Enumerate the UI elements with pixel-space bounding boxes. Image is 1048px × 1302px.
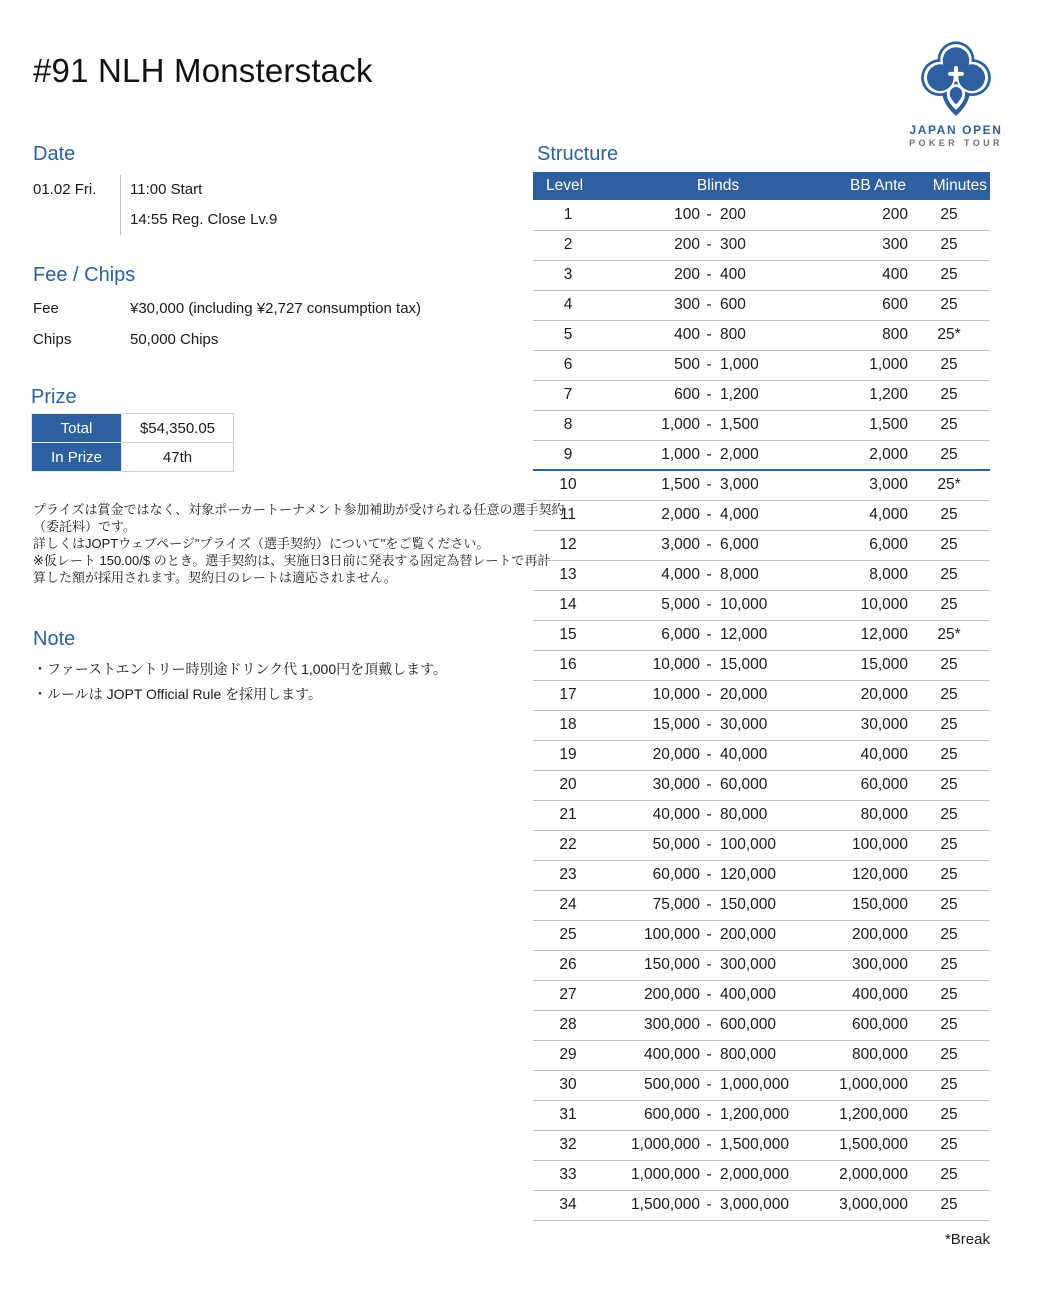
structure-level-row: [533, 590, 990, 620]
structure-level-row: [533, 1130, 990, 1160]
blinds-dash: -: [700, 560, 718, 590]
minutes-cell: 25: [908, 380, 990, 410]
fee-chips-row: [33, 324, 503, 355]
blinds-dash: -: [700, 950, 718, 980]
blinds-dash: -: [700, 770, 718, 800]
bb-ante-cell: 200,000: [833, 920, 908, 950]
big-blind-cell: 800,000: [718, 1040, 833, 1070]
minutes-cell: 25: [908, 740, 990, 770]
event-date: 01.02 Fri.: [33, 181, 97, 198]
prize-heading: Prize: [31, 386, 77, 408]
big-blind-cell: 300: [718, 230, 833, 260]
structure-level-row: [533, 740, 990, 770]
bb-ante-cell: 300: [833, 230, 908, 260]
level-cell: 32: [533, 1130, 603, 1160]
big-blind-cell: 1,500: [718, 410, 833, 440]
structure-level-row: [533, 800, 990, 830]
small-blind-cell: 3,000: [603, 530, 700, 560]
level-cell: 6: [533, 350, 603, 380]
level-cell: 20: [533, 770, 603, 800]
prize-table: [31, 413, 234, 472]
structure-table-body: [533, 200, 990, 1220]
break-note: *Break: [944, 1231, 990, 1248]
level-cell: 18: [533, 710, 603, 740]
small-blind-cell: 10,000: [603, 650, 700, 680]
structure-level-row: [533, 1160, 990, 1190]
prize-disclaimer-line: 算した額が採用されます。契約日のレートは適応されません。: [33, 570, 397, 585]
fee-chips-label: Fee: [33, 300, 59, 317]
fee-chips-heading: Fee / Chips: [33, 264, 136, 286]
small-blind-cell: 6,000: [603, 620, 700, 650]
structure-level-row: [533, 680, 990, 710]
bb-ante-cell: 40,000: [833, 740, 908, 770]
logo-text-japan-open: JAPAN OPEN: [909, 123, 1003, 137]
small-blind-cell: 100: [603, 200, 700, 230]
small-blind-cell: 40,000: [603, 800, 700, 830]
structure-level-row: [533, 470, 990, 500]
bb-ante-cell: 3,000: [833, 470, 908, 500]
bb-ante-cell: 8,000: [833, 560, 908, 590]
small-blind-cell: 500,000: [603, 1070, 700, 1100]
blinds-dash: -: [700, 710, 718, 740]
bb-ante-cell: 1,500,000: [833, 1130, 908, 1160]
bb-ante-cell: 300,000: [833, 950, 908, 980]
jopt-logo: [897, 38, 1015, 148]
level-cell: 14: [533, 590, 603, 620]
big-blind-cell: 150,000: [718, 890, 833, 920]
structure-level-row: [533, 650, 990, 680]
note-heading: Note: [33, 628, 76, 650]
bb-ante-cell: 80,000: [833, 800, 908, 830]
minutes-cell: 25: [908, 800, 990, 830]
structure-level-row: [533, 980, 990, 1010]
big-blind-cell: 8,000: [718, 560, 833, 590]
level-cell: 25: [533, 920, 603, 950]
structure-level-row: [533, 830, 990, 860]
big-blind-cell: 1,000,000: [718, 1070, 833, 1100]
big-blind-cell: 800: [718, 320, 833, 350]
level-cell: 31: [533, 1100, 603, 1130]
big-blind-cell: 20,000: [718, 680, 833, 710]
level-cell: 23: [533, 860, 603, 890]
column-header-blinds: Blinds: [603, 172, 833, 200]
small-blind-cell: 30,000: [603, 770, 700, 800]
blinds-dash: -: [700, 260, 718, 290]
minutes-cell: 25: [908, 560, 990, 590]
structure-level-row: [533, 350, 990, 380]
small-blind-cell: 2,000: [603, 500, 700, 530]
minutes-cell: 25: [908, 1040, 990, 1070]
small-blind-cell: 1,000: [603, 440, 700, 470]
structure-heading: Structure: [537, 143, 619, 165]
minutes-cell: 25: [908, 530, 990, 560]
structure-level-row: [533, 920, 990, 950]
level-cell: 11: [533, 500, 603, 530]
prize-section: [31, 385, 234, 472]
level-cell: 26: [533, 950, 603, 980]
small-blind-cell: 300,000: [603, 1010, 700, 1040]
blinds-dash: -: [700, 1100, 718, 1130]
structure-level-row: [533, 200, 990, 230]
small-blind-cell: 5,000: [603, 590, 700, 620]
structure-level-row: [533, 500, 990, 530]
minutes-cell: 25: [908, 890, 990, 920]
minutes-cell: 25: [908, 770, 990, 800]
structure-level-row: [533, 410, 990, 440]
big-blind-cell: 80,000: [718, 800, 833, 830]
level-cell: 3: [533, 260, 603, 290]
big-blind-cell: 10,000: [718, 590, 833, 620]
level-cell: 27: [533, 980, 603, 1010]
small-blind-cell: 4,000: [603, 560, 700, 590]
level-cell: 19: [533, 740, 603, 770]
fee-chips-value: 50,000 Chips: [130, 331, 219, 348]
blinds-dash: -: [700, 620, 718, 650]
structure-level-row: [533, 1190, 990, 1220]
bb-ante-cell: 200: [833, 200, 908, 230]
blinds-dash: -: [700, 440, 718, 470]
small-blind-cell: 200: [603, 260, 700, 290]
bb-ante-cell: 30,000: [833, 710, 908, 740]
big-blind-cell: 2,000,000: [718, 1160, 833, 1190]
structure-level-row: [533, 290, 990, 320]
small-blind-cell: 50,000: [603, 830, 700, 860]
blinds-dash: -: [700, 860, 718, 890]
bb-ante-cell: 600,000: [833, 1010, 908, 1040]
minutes-cell: 25: [908, 1160, 990, 1190]
big-blind-cell: 6,000: [718, 530, 833, 560]
big-blind-cell: 120,000: [718, 860, 833, 890]
blinds-dash: -: [700, 920, 718, 950]
fee-chips-row: [33, 293, 503, 324]
bb-ante-cell: 2,000: [833, 440, 908, 470]
structure-level-row: [533, 1040, 990, 1070]
bb-ante-cell: 20,000: [833, 680, 908, 710]
level-cell: 12: [533, 530, 603, 560]
structure-level-row: [533, 1010, 990, 1040]
minutes-cell: 25: [908, 1010, 990, 1040]
small-blind-cell: 100,000: [603, 920, 700, 950]
prize-row-label: In Prize: [32, 443, 122, 472]
big-blind-cell: 400,000: [718, 980, 833, 1010]
minutes-cell: 25: [908, 200, 990, 230]
big-blind-cell: 600,000: [718, 1010, 833, 1040]
small-blind-cell: 75,000: [603, 890, 700, 920]
small-blind-cell: 400,000: [603, 1040, 700, 1070]
bb-ante-cell: 400: [833, 260, 908, 290]
blinds-dash: -: [700, 680, 718, 710]
date-time-line: 14:55 Reg. Close Lv.9: [130, 211, 278, 228]
structure-level-row: [533, 320, 990, 350]
blinds-dash: -: [700, 1040, 718, 1070]
structure-level-row: [533, 230, 990, 260]
bb-ante-cell: 4,000: [833, 500, 908, 530]
blinds-dash: -: [700, 830, 718, 860]
bb-ante-cell: 2,000,000: [833, 1160, 908, 1190]
prize-row-value: $54,350.05: [122, 414, 234, 443]
level-cell: 22: [533, 830, 603, 860]
bb-ante-cell: 3,000,000: [833, 1190, 908, 1220]
blinds-dash: -: [700, 290, 718, 320]
minutes-cell: 25: [908, 710, 990, 740]
minutes-cell: 25: [908, 680, 990, 710]
note-line: ・ファーストエントリー時別途ドリンク代 1,000円を頂戴します。: [33, 661, 447, 677]
structure-level-row: [533, 440, 990, 470]
structure-level-row: [533, 620, 990, 650]
structure-level-row: [533, 1070, 990, 1100]
minutes-cell: 25: [908, 500, 990, 530]
structure-level-row: [533, 380, 990, 410]
big-blind-cell: 600: [718, 290, 833, 320]
structure-level-row: [533, 770, 990, 800]
minutes-cell: 25*: [908, 620, 990, 650]
small-blind-cell: 1,000,000: [603, 1160, 700, 1190]
blinds-dash: -: [700, 320, 718, 350]
bb-ante-cell: 100,000: [833, 830, 908, 860]
level-cell: 30: [533, 1070, 603, 1100]
small-blind-cell: 600: [603, 380, 700, 410]
bb-ante-cell: 12,000: [833, 620, 908, 650]
blinds-dash: -: [700, 980, 718, 1010]
minutes-cell: 25: [908, 920, 990, 950]
small-blind-cell: 1,000,000: [603, 1130, 700, 1160]
note-line: ・ルールは JOPT Official Rule を採用します。: [33, 686, 323, 702]
structure-level-row: [533, 560, 990, 590]
big-blind-cell: 1,000: [718, 350, 833, 380]
level-cell: 16: [533, 650, 603, 680]
big-blind-cell: 300,000: [718, 950, 833, 980]
prize-disclaimer-line: プライズは賞金ではなく、対象ポーカートーナメント参加補助が受けられる任意の選手契約: [33, 502, 565, 517]
bb-ante-cell: 600: [833, 290, 908, 320]
date-times: [120, 175, 277, 235]
level-cell: 17: [533, 680, 603, 710]
big-blind-cell: 4,000: [718, 500, 833, 530]
date-section: [33, 142, 503, 235]
bb-ante-cell: 800: [833, 320, 908, 350]
blinds-dash: -: [700, 740, 718, 770]
big-blind-cell: 200,000: [718, 920, 833, 950]
small-blind-cell: 500: [603, 350, 700, 380]
bb-ante-cell: 1,500: [833, 410, 908, 440]
level-cell: 24: [533, 890, 603, 920]
blinds-dash: -: [700, 410, 718, 440]
page-title: #91 NLH Monsterstack: [33, 52, 373, 89]
small-blind-cell: 400: [603, 320, 700, 350]
small-blind-cell: 1,500,000: [603, 1190, 700, 1220]
fee-chips-section: [33, 263, 503, 355]
structure-level-row: [533, 260, 990, 290]
prize-row: [32, 443, 234, 472]
blinds-dash: -: [700, 470, 718, 500]
level-cell: 4: [533, 290, 603, 320]
column-header-level: Level: [533, 172, 603, 200]
level-cell: 21: [533, 800, 603, 830]
blinds-dash: -: [700, 380, 718, 410]
bb-ante-cell: 400,000: [833, 980, 908, 1010]
prize-disclaimer-line: ※仮レート 150.00/$ のとき。選手契約は、実施日3日前に発表する固定為替レートで再計: [33, 553, 551, 568]
level-cell: 2: [533, 230, 603, 260]
minutes-cell: 25: [908, 410, 990, 440]
small-blind-cell: 300: [603, 290, 700, 320]
small-blind-cell: 60,000: [603, 860, 700, 890]
small-blind-cell: 15,000: [603, 710, 700, 740]
minutes-cell: 25*: [908, 320, 990, 350]
bb-ante-cell: 150,000: [833, 890, 908, 920]
structure-table: [533, 172, 990, 1221]
minutes-cell: 25: [908, 650, 990, 680]
small-blind-cell: 600,000: [603, 1100, 700, 1130]
big-blind-cell: 30,000: [718, 710, 833, 740]
minutes-cell: 25: [908, 830, 990, 860]
blinds-dash: -: [700, 1160, 718, 1190]
level-cell: 13: [533, 560, 603, 590]
bb-ante-cell: 1,200: [833, 380, 908, 410]
level-cell: 34: [533, 1190, 603, 1220]
blinds-dash: -: [700, 530, 718, 560]
small-blind-cell: 1,000: [603, 410, 700, 440]
small-blind-cell: 10,000: [603, 680, 700, 710]
bb-ante-cell: 6,000: [833, 530, 908, 560]
structure-level-row: [533, 890, 990, 920]
fee-chips-label: Chips: [33, 331, 72, 348]
date-heading: Date: [33, 143, 76, 165]
bb-ante-cell: 1,000: [833, 350, 908, 380]
minutes-cell: 25: [908, 260, 990, 290]
prize-disclaimer: [33, 501, 565, 586]
level-cell: 7: [533, 380, 603, 410]
structure-header-row: [533, 172, 990, 200]
minutes-cell: 25*: [908, 470, 990, 500]
minutes-cell: 25: [908, 290, 990, 320]
bb-ante-cell: 10,000: [833, 590, 908, 620]
minutes-cell: 25: [908, 1130, 990, 1160]
small-blind-cell: 20,000: [603, 740, 700, 770]
level-cell: 8: [533, 410, 603, 440]
blinds-dash: -: [700, 200, 718, 230]
big-blind-cell: 3,000: [718, 470, 833, 500]
big-blind-cell: 2,000: [718, 440, 833, 470]
big-blind-cell: 40,000: [718, 740, 833, 770]
prize-disclaimer-line: （委託料）です。: [33, 519, 136, 534]
big-blind-cell: 3,000,000: [718, 1190, 833, 1220]
level-cell: 5: [533, 320, 603, 350]
structure-level-row: [533, 1100, 990, 1130]
blinds-dash: -: [700, 590, 718, 620]
big-blind-cell: 60,000: [718, 770, 833, 800]
structure-level-row: [533, 710, 990, 740]
minutes-cell: 25: [908, 1070, 990, 1100]
big-blind-cell: 200: [718, 200, 833, 230]
small-blind-cell: 150,000: [603, 950, 700, 980]
level-cell: 9: [533, 440, 603, 470]
minutes-cell: 25: [908, 590, 990, 620]
structure-level-row: [533, 530, 990, 560]
big-blind-cell: 1,200,000: [718, 1100, 833, 1130]
blinds-dash: -: [700, 800, 718, 830]
prize-row-value: 47th: [122, 443, 234, 472]
prize-disclaimer-line: 詳しくはJOPTウェブページ"プライズ（選手契約）について"をご覧ください。: [33, 536, 490, 551]
prize-row: [32, 414, 234, 443]
level-cell: 10: [533, 470, 603, 500]
column-header-minutes: Minutes: [908, 172, 990, 200]
small-blind-cell: 1,500: [603, 470, 700, 500]
date-time-line: 11:00 Start: [130, 181, 203, 198]
prize-row-label: Total: [32, 414, 122, 443]
blinds-dash: -: [700, 1010, 718, 1040]
small-blind-cell: 200: [603, 230, 700, 260]
blinds-dash: -: [700, 230, 718, 260]
level-cell: 33: [533, 1160, 603, 1190]
level-cell: 15: [533, 620, 603, 650]
structure-level-row: [533, 860, 990, 890]
minutes-cell: 25: [908, 950, 990, 980]
blinds-dash: -: [700, 1190, 718, 1220]
minutes-cell: 25: [908, 230, 990, 260]
blinds-dash: -: [700, 650, 718, 680]
minutes-cell: 25: [908, 350, 990, 380]
big-blind-cell: 15,000: [718, 650, 833, 680]
blinds-dash: -: [700, 500, 718, 530]
minutes-cell: 25: [908, 980, 990, 1010]
column-header-bb-ante: BB Ante: [833, 172, 908, 200]
big-blind-cell: 100,000: [718, 830, 833, 860]
big-blind-cell: 12,000: [718, 620, 833, 650]
minutes-cell: 25: [908, 1190, 990, 1220]
level-cell: 29: [533, 1040, 603, 1070]
blinds-dash: -: [700, 890, 718, 920]
minutes-cell: 25: [908, 440, 990, 470]
blinds-dash: -: [700, 1130, 718, 1160]
big-blind-cell: 400: [718, 260, 833, 290]
fee-chips-value: ¥30,000 (including ¥2,727 consumption tax): [130, 300, 422, 317]
blinds-dash: -: [700, 350, 718, 380]
bb-ante-cell: 1,200,000: [833, 1100, 908, 1130]
bb-ante-cell: 1,000,000: [833, 1070, 908, 1100]
big-blind-cell: 1,200: [718, 380, 833, 410]
bb-ante-cell: 15,000: [833, 650, 908, 680]
bb-ante-cell: 800,000: [833, 1040, 908, 1070]
blinds-dash: -: [700, 1070, 718, 1100]
logo-text-poker-tour: POKER TOUR: [909, 138, 1003, 148]
bb-ante-cell: 60,000: [833, 770, 908, 800]
bb-ante-cell: 120,000: [833, 860, 908, 890]
structure-level-row: [533, 950, 990, 980]
minutes-cell: 25: [908, 1100, 990, 1130]
structure-section: [533, 142, 990, 1221]
jopt-club-icon: [897, 38, 1015, 120]
level-cell: 28: [533, 1010, 603, 1040]
big-blind-cell: 1,500,000: [718, 1130, 833, 1160]
note-section: [33, 627, 513, 707]
small-blind-cell: 200,000: [603, 980, 700, 1010]
minutes-cell: 25: [908, 860, 990, 890]
level-cell: 1: [533, 200, 603, 230]
